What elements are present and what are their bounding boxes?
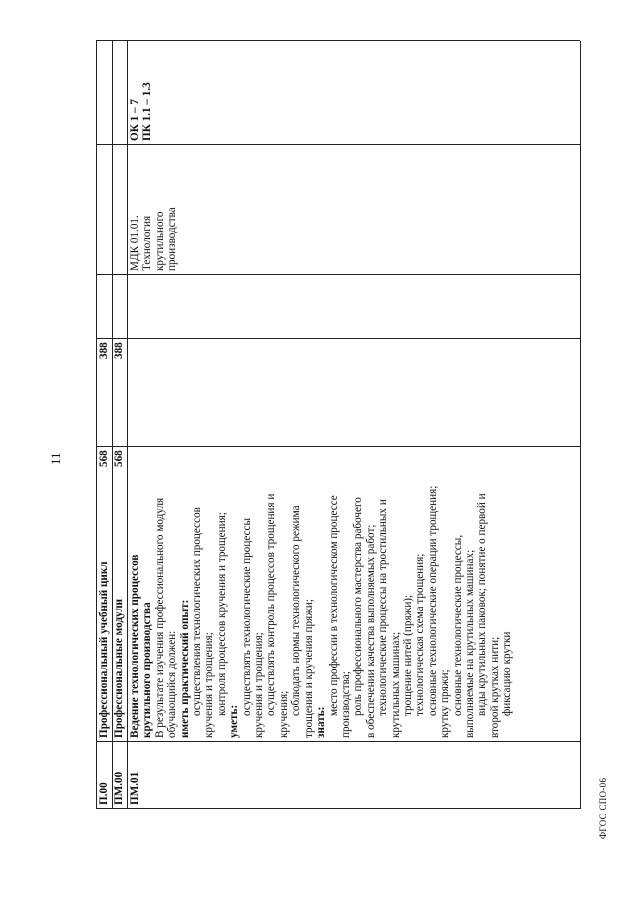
intro-line: В результате изучения профессионального модуля — [153, 497, 166, 738]
list-item: основные технологические процессы, — [451, 534, 464, 716]
list-item: выполняемые на крутильных машинах; — [463, 549, 476, 738]
list-item: крутку пряжи; — [439, 669, 452, 738]
row-max-load: 568 — [98, 450, 110, 467]
list-item: соблюдать нормы технологического режима — [290, 505, 303, 716]
experience-list — [191, 450, 228, 738]
list-item: крутильных машинах; — [389, 631, 402, 738]
row-required: 388 — [113, 342, 125, 359]
list-item: в обеспечении качества выполняемых работ; — [364, 524, 377, 738]
list-item: производства; — [339, 671, 352, 738]
list-item: технологическая схема трощения; — [414, 553, 427, 716]
list-item: осуществлять технологические процессы — [240, 517, 253, 716]
experience-heading: иметь практический опыт: — [178, 599, 191, 738]
pm01-content — [129, 450, 514, 738]
row-divider-2 — [127, 41, 128, 809]
list-item: трощения и кручения пряжи; — [302, 598, 315, 738]
row-code: ПМ.01 — [129, 771, 141, 805]
course-line: Технология — [141, 215, 154, 271]
row-title: Профессиональный учебный цикл — [98, 561, 110, 738]
list-item: роль профессионального мастерства рабочего — [352, 497, 365, 716]
competency-line: ПК 1.1 – 1.3 — [141, 82, 154, 141]
table-divider-course — [96, 274, 580, 275]
list-item: технологические процессы на тростильных и — [377, 499, 390, 716]
skills-heading: уметь: — [228, 704, 241, 738]
list-item: место профессии в технологическом процессе — [327, 495, 340, 716]
list-item: трощение нитей (пряжи); — [401, 594, 414, 716]
list-item: осуществления технологических процессов — [191, 507, 204, 716]
list-item: кручения и трощения; — [253, 632, 266, 738]
table-divider-max-load — [96, 446, 580, 447]
page-number: 11 — [48, 452, 63, 465]
list-item: виды крутильных паковок; понятие о первой и — [476, 493, 489, 716]
row-code: ПМ.00 — [113, 771, 125, 805]
list-item: фиксацию крутки — [501, 631, 514, 716]
list-item: основные технологические операции трощения; — [426, 485, 439, 716]
table-divider-competencies — [96, 144, 580, 145]
row-required: 388 — [98, 342, 110, 359]
list-item: осуществлять контроль процессов трощения и — [265, 493, 278, 716]
skills-list — [241, 450, 315, 738]
footer-text: ФГОС СПО-06 — [598, 777, 608, 839]
course-line: крутильного — [153, 211, 166, 271]
table-border-right — [96, 40, 580, 41]
knowledge-heading: знать: — [315, 706, 328, 738]
row-max-load: 568 — [113, 450, 125, 467]
row-title: Профессиональные модули — [113, 598, 125, 738]
competency-line: ОК 1 – 7 — [129, 99, 141, 141]
knowledge-list — [328, 450, 514, 738]
course-cell — [129, 207, 179, 271]
table-divider-title — [96, 741, 580, 742]
course-line: МДК 01.01. — [129, 215, 141, 271]
row-title: Ведение технологических процессов крутильного производства — [129, 554, 154, 738]
intro-line: обучающийся должен: — [166, 630, 179, 738]
list-item: кручения; — [277, 690, 290, 738]
row-code: П.00 — [98, 782, 110, 805]
list-item: второй крутках нити; — [488, 636, 501, 738]
table-border-left — [96, 808, 580, 809]
course-line: производства — [166, 207, 179, 271]
competencies-cell — [129, 82, 154, 141]
list-item: кручения и трощения; — [203, 632, 216, 738]
table-divider-required — [96, 338, 580, 339]
list-item: контроля процессов кручения и трощения; — [215, 512, 228, 716]
table-border-top — [96, 41, 97, 809]
table-border-bottom — [580, 41, 581, 809]
